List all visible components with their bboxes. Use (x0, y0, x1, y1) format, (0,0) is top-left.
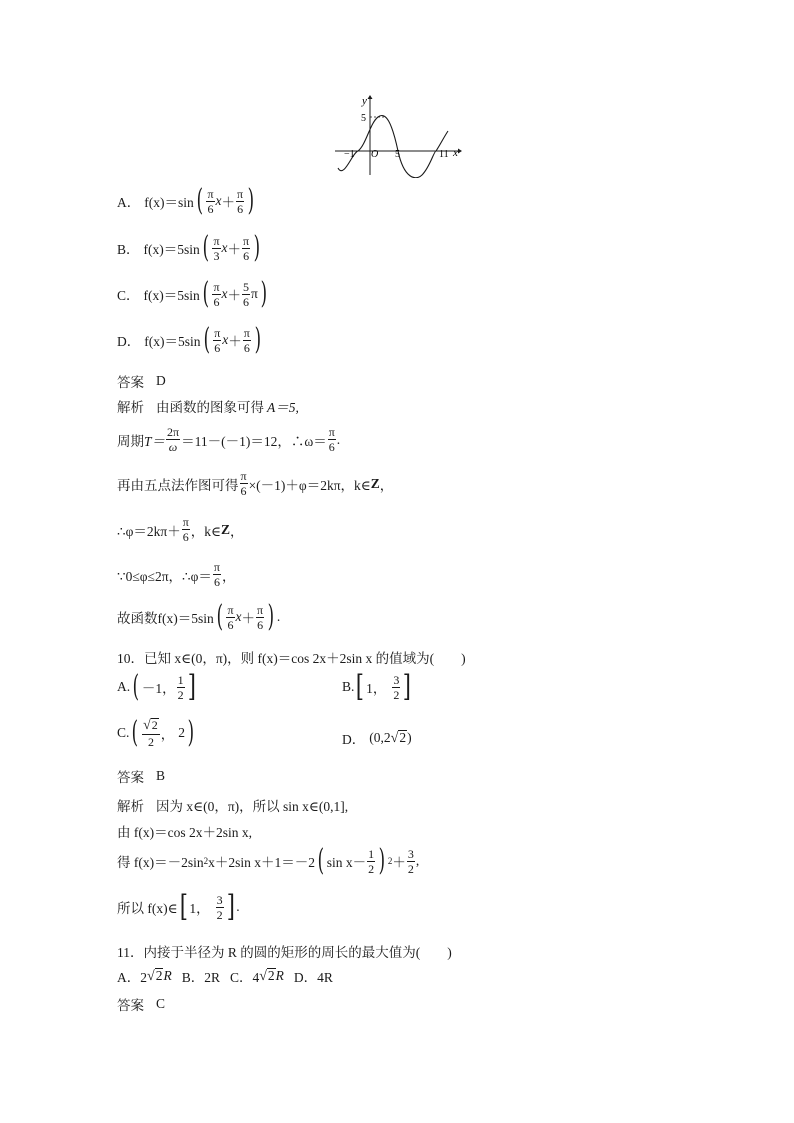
q9-option-a: A． f(x)＝sin ( $\frac{\pi}{6}$ x ＋ $\frac{\pi}{6}$ ) (117, 183, 255, 218)
x-axis-arrow (458, 149, 462, 154)
q9-phi-line: ∴φ＝2kπ＋ $\frac{\pi}{6}$ ，k∈ Z ， (117, 515, 244, 544)
sine-graph (330, 93, 465, 178)
origin-label: O (371, 149, 379, 160)
q10-analysis-4: 所以 f(x)∈ [ 1， $\frac{3}{2}$ ] . (117, 889, 240, 924)
q10-stem: 10．已知 x∈(0，π)，则 f(x)＝cos 2x＋2sin x 的值域为( ) (117, 651, 466, 666)
tick-label-5x: 5 (395, 149, 400, 160)
q9-range-line: ∵0≤φ≤2π，∴φ＝ $\frac{\pi}{6}$ ， (117, 560, 236, 589)
q9-option-d: D． f(x)＝5sin ( $\frac{\pi}{6}$ x ＋ $\frac{\pi}{6}$ ) (117, 322, 261, 357)
x-axis-label: x (453, 147, 458, 159)
q11-answer: 答案 C (117, 996, 166, 1013)
tick-label-11: 11 (439, 149, 449, 160)
q10-answer: 答案 B (117, 768, 166, 785)
q10-analysis-2: 由 f(x)＝cos 2x＋2sin x, (117, 825, 252, 840)
q10-option-a: A. ( －1， $\frac{1}{2}$ ] (117, 669, 196, 704)
q10-option-d: D． (0,2 √ 2 ) (342, 730, 412, 747)
q9-answer: 答案 D (117, 373, 166, 390)
q11-stem: 11．内接于半径为 R 的圆的矩形的周长的最大值为( ) (117, 945, 452, 960)
q9-five-point-line: 再由五点法作图可得 $\frac{\pi}{6}$ ×(－1)＋φ＝2kπ，k∈ Z ， (117, 469, 394, 498)
q9-option-c: C． f(x)＝5sin ( $\frac{\pi}{6}$ x ＋ $\frac{5}{6}$ π ) (117, 276, 267, 311)
q10-option-c: C. ( √ 2 2 ， 2 ) (117, 715, 195, 750)
q9-analysis-1: 解析 由函数的图象可得 A＝5, (117, 400, 299, 415)
sine-curve (338, 115, 448, 177)
q9-option-b: B． f(x)＝5sin ( $\frac{\pi}{3}$ x ＋ $\frac{\pi}{6}$ ) (117, 230, 261, 265)
y-axis-arrow (368, 95, 373, 99)
tick-label-neg1: −1 (344, 149, 355, 160)
q10-analysis-3: 得 f(x)＝－2sin 2 x＋2sin x＋1＝－2 ( sin x－ $\frac{1}{2}$ ) 2 ＋ $\frac{3}{2}$ , (117, 843, 420, 878)
q9-conclusion-line: 故函数 f(x)＝5sin ( $\frac{\pi}{6}$ x ＋ $\frac{\pi}{6}$ ) . (117, 599, 281, 634)
q10-analysis-1: 解析 因为 x∈(0，π)，所以 sin x∈(0,1], (117, 799, 349, 814)
q9-period-line: 周期 T＝ $\frac{2\pi}{\omega}$ ＝11－(－1)＝12，∴ω＝ $\frac{\pi}{6}$ . (117, 425, 341, 454)
tick-label-5y: 5 (361, 113, 366, 124)
q11-options: A．2 √ 2 R B．2R C．4 √ 2 R D．4R (117, 968, 333, 985)
y-axis-label: y (362, 95, 367, 107)
q10-option-b: B. [ 1， $\frac{3}{2}$ ] (342, 669, 412, 704)
